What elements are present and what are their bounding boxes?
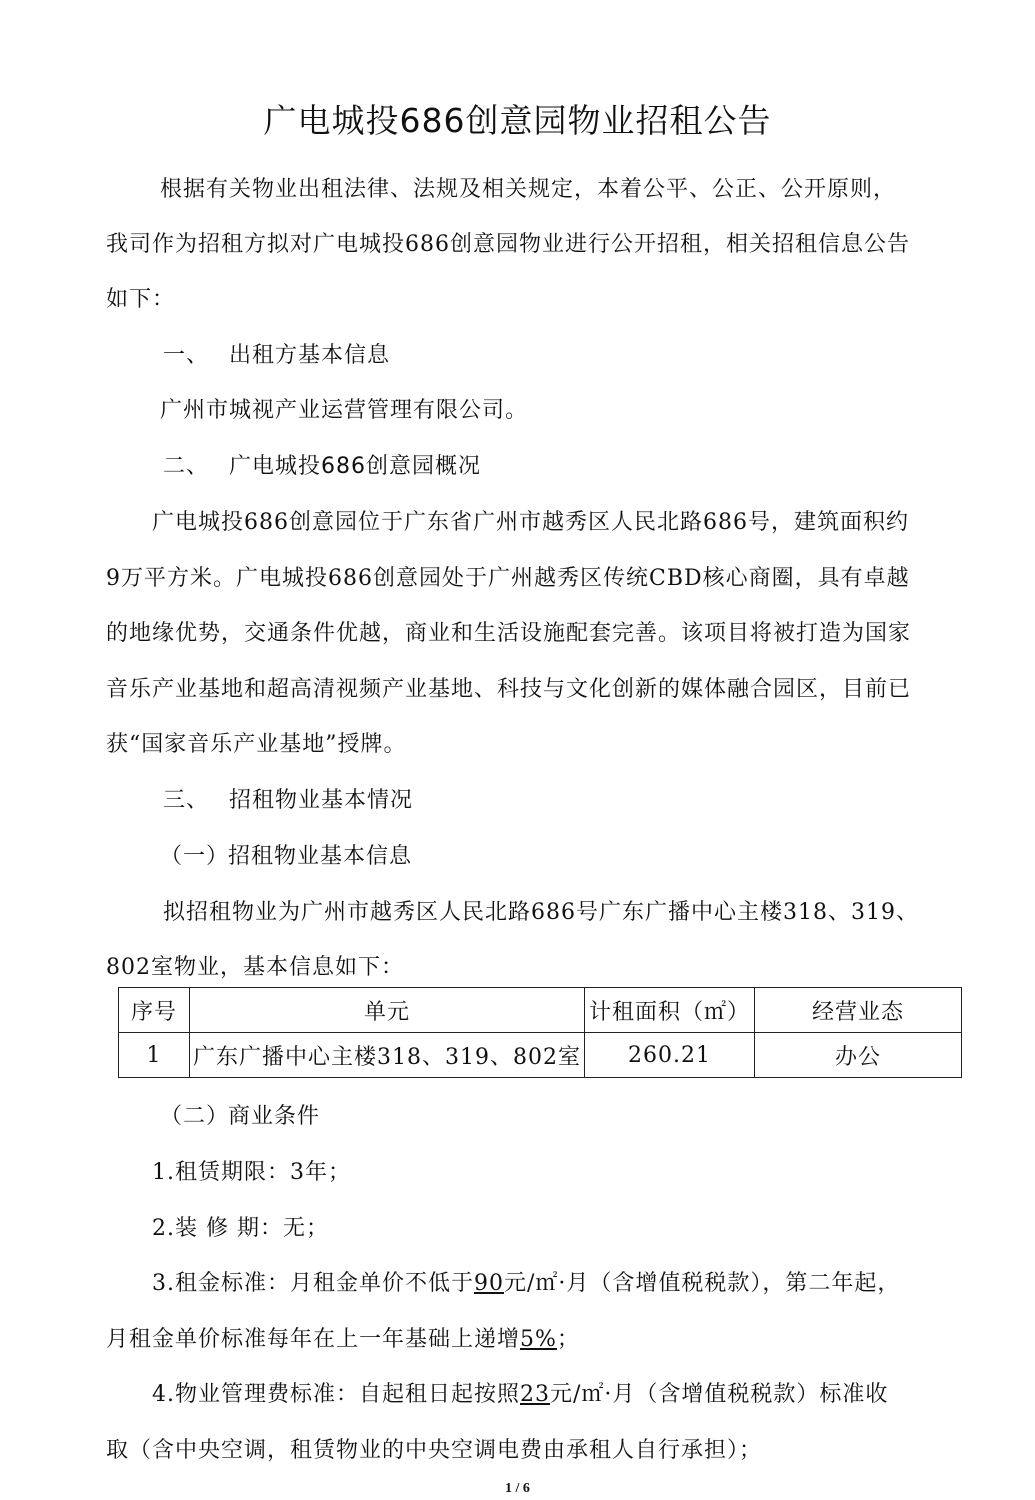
intro-line-2: 我司作为招租方拟对广电城投686创意园物业进行公开招租，相关招租信息公告 [106, 232, 910, 257]
table-header-cell: 经营业态 [755, 988, 962, 1033]
table-header-cell: 单元 [190, 988, 585, 1033]
section-2-line-4: 音乐产业基地和超高清视频产业基地、科技与文化创新的媒体融合园区，目前已 [106, 677, 912, 702]
subsection-2-heading [160, 1102, 320, 1132]
section-1-title: 出租方基本信息 [229, 343, 391, 368]
subsection-1-title: 招租物业基本信息 [228, 844, 413, 869]
section-1-heading [163, 341, 390, 371]
intro-line-1: 根据有关物业出租法律、法规及相关规定，本着公平、公正、公开原则， [160, 177, 897, 202]
section-2-number: 二、 [163, 454, 210, 479]
fee-price: 23 [520, 1382, 550, 1407]
subsection-1-line-1: 拟招租物业为广州市越秀区人民北路686号广东广播中心主楼318、319、 [163, 900, 919, 925]
section-3-heading [163, 786, 413, 816]
rent-line2-suffix: ； [556, 1327, 580, 1352]
section-1-body: 广州市城视产业运营管理有限公司。 [160, 398, 529, 423]
table-header-cell: 计租面积（㎡） [585, 988, 755, 1033]
management-fee-line-2: 取（含中央空调，租赁物业的中央空调电费由承租人自行承担）； [106, 1438, 763, 1463]
section-2-heading [163, 452, 481, 482]
rent-price: 90 [474, 1271, 504, 1296]
rent-suffix: 元/㎡·月（含增值税税款），第二年起， [504, 1271, 901, 1296]
rent-prefix: 3.租金标准：月租金单价不低于 [152, 1271, 474, 1296]
page-title: 广电城投686创意园物业招租公告 [263, 101, 772, 140]
table-cell: 260.21 [585, 1033, 755, 1078]
intro-line-3: 如下： [106, 287, 176, 312]
property-table [118, 987, 962, 1078]
table-cell: 1 [119, 1033, 190, 1078]
rent-standard-line-1 [152, 1269, 900, 1299]
table-cell: 广东广播中心主楼318、319、802室 [190, 1033, 585, 1078]
section-1-number: 一、 [163, 343, 210, 368]
section-2-line-2: 9万平方米。广电城投686创意园处于广州越秀区传统CBD核心商圈，具有卓越 [106, 566, 910, 591]
section-3-title: 招租物业基本情况 [229, 788, 414, 813]
subsection-2-number: （二） [160, 1104, 230, 1129]
rent-increase: 5% [520, 1327, 557, 1352]
table-row [119, 1033, 962, 1078]
table-cell: 办公 [755, 1033, 962, 1078]
fee-prefix: 4.物业管理费标准：自起租日起按照 [152, 1382, 520, 1407]
fitout-period: 2.装 修 期：无； [152, 1216, 329, 1241]
lease-term: 1.租赁期限：3年； [152, 1160, 351, 1185]
management-fee-line-1 [152, 1380, 888, 1410]
section-3-number: 三、 [163, 788, 210, 813]
subsection-1-line-2: 802室物业，基本信息如下： [106, 955, 404, 980]
table-header-cell: 序号 [119, 988, 190, 1033]
section-2-line-5: 获“国家音乐产业基地”授牌。 [106, 732, 407, 757]
page-number: 1 / 6 [505, 1481, 530, 1496]
rent-line2-prefix: 月租金单价标准每年在上一年基础上递增 [106, 1327, 521, 1352]
subsection-1-number: （一） [160, 844, 230, 869]
section-2-title: 广电城投686创意园概况 [229, 454, 481, 479]
rent-standard-line-2 [106, 1325, 580, 1355]
section-2-line-1: 广电城投686创意园位于广东省广州市越秀区人民北路686号，建筑面积约 [152, 510, 909, 535]
subsection-1-heading [160, 842, 412, 872]
table-header-row [119, 988, 962, 1033]
subsection-2-title: 商业条件 [228, 1104, 321, 1129]
section-2-line-3: 的地缘优势，交通条件优越，商业和生活设施配套完善。该项目将被打造为国家 [106, 621, 912, 646]
fee-suffix: 元/㎡·月（含增值税税款）标准收 [550, 1382, 889, 1407]
